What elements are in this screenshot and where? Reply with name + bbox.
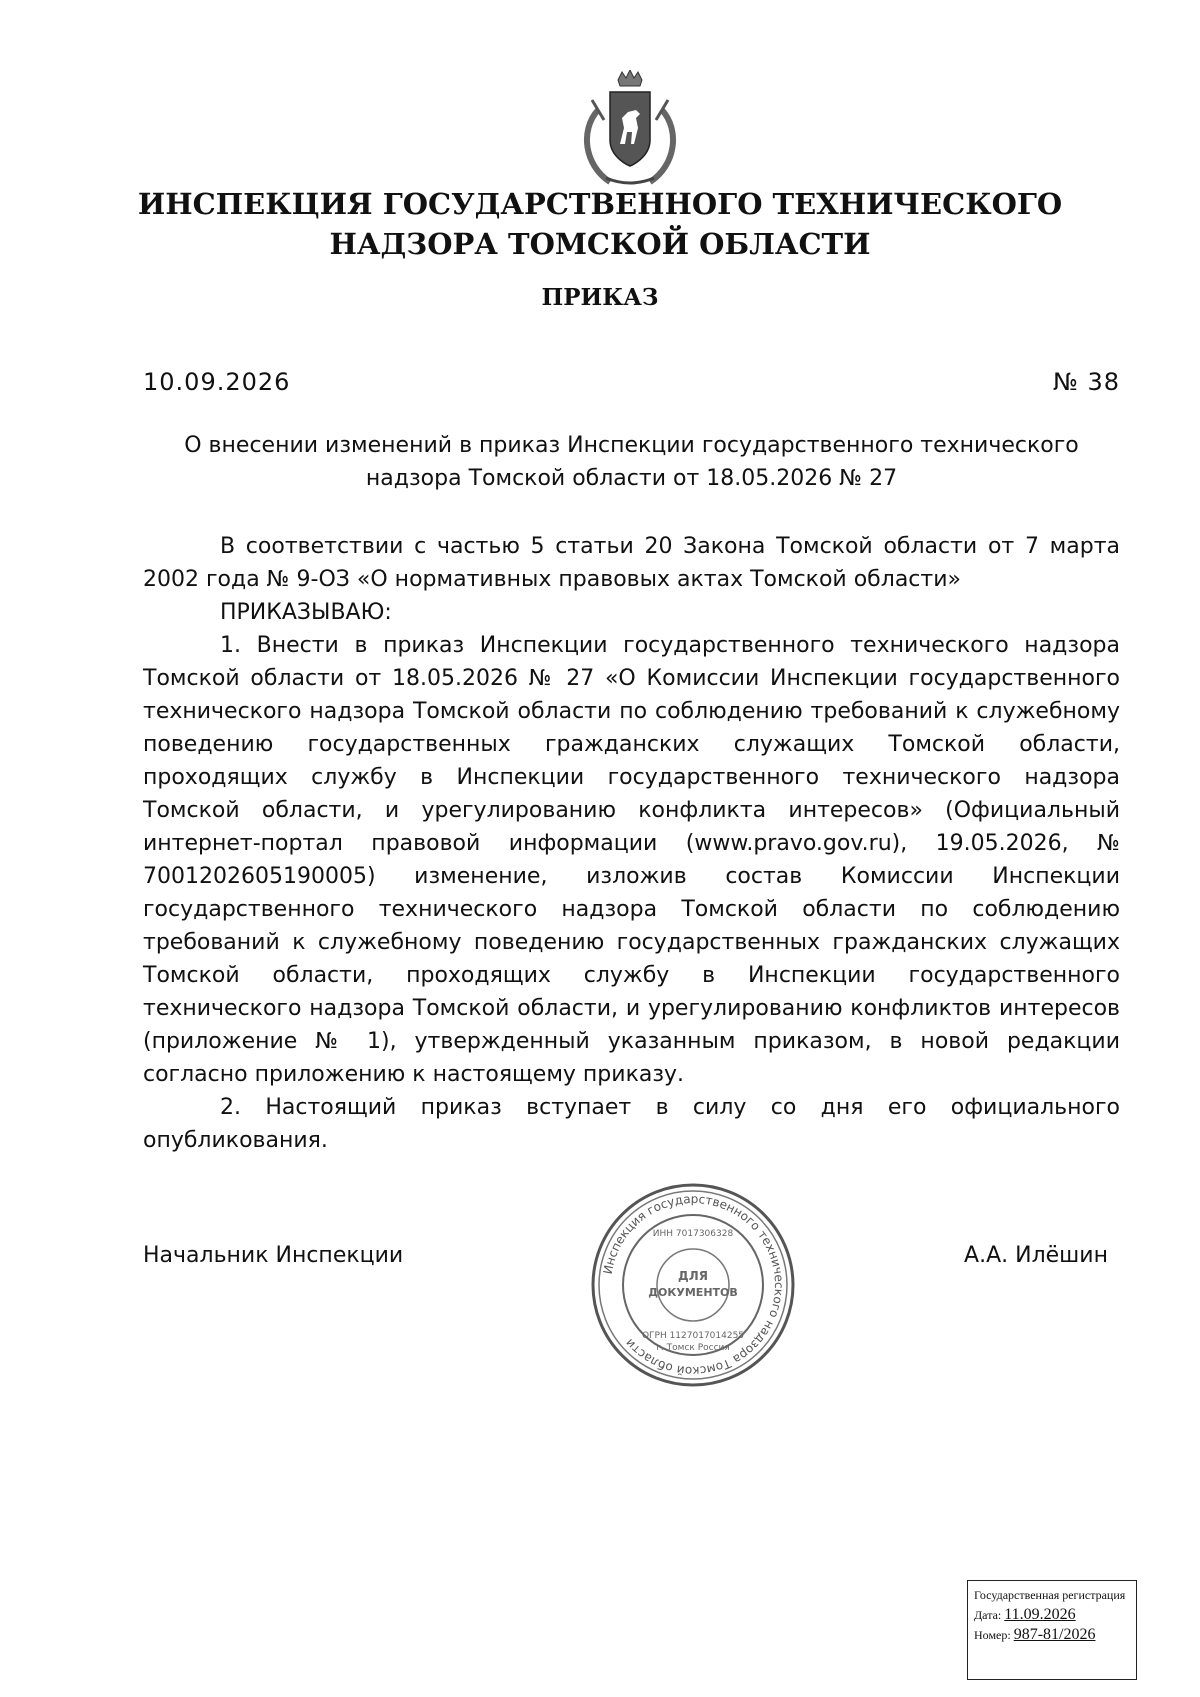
document-type: ПРИКАЗ [541,284,659,311]
stamp-ogrn: ОГРН 1127017014255 [641,1331,745,1341]
registration-number-label: Номер: [974,1628,1011,1642]
order-word: ПРИКАЗЫВАЮ: [220,600,392,625]
order-subject [143,429,1120,495]
order-date: 10.09.2026 [143,368,291,396]
order-item-2: 2. Настоящий приказ вступает в силу со дня его официального опубликования. [143,1095,1120,1153]
org-title-line2: НАДЗОРА ТОМСКОЙ ОБЛАСТИ [329,227,871,261]
subject-line2: надзора Томской области от 18.05.2026 № 27 [365,466,898,491]
preamble-paragraph: В соответствии с частью 5 статьи 20 Закона Томской области от 7 марта 2002 года № 9-ОЗ «О нормативных правовых актах Томской области» [143,534,1120,592]
registration-date-value: 11.09.2026 [1004,1606,1076,1623]
organization-title [100,184,1100,264]
registration-date-label: Дата: [974,1608,1002,1622]
stamp-city: г. Томск Россия [656,1343,730,1353]
registration-box [967,1580,1137,1680]
order-number: № 38 [1052,368,1120,396]
stamp-inn: ИНН 7017306328 [652,1229,734,1239]
org-title-line1: ИНСПЕКЦИЯ ГОСУДАРСТВЕННОГО ТЕХНИЧЕСКОГО [137,187,1063,221]
official-seal-stamp [588,1180,798,1390]
registration-number-value: 987-81/2026 [1013,1626,1096,1643]
stamp-center-line1: ДЛЯ [678,1269,708,1283]
stamp-center-line2: ДОКУМЕНТОВ [648,1286,738,1299]
registration-heading: Государственная регистрация [974,1588,1126,1602]
order-body [143,530,1120,1157]
subject-line1: О внесении изменений в приказ Инспекции государственного технического [184,433,1079,458]
order-item-1: 1. Внести в приказ Инспекции государственного технического надзора Томской области от 18.05.2026 № 27 «О Комиссии Инспекции государственного технического надзора Томской области по соблюдению требований к служебному поведению государственных гражданских служащих Томской области, проходящих службу в Инспекции государственного технического надзора Томской области, и урегулированию конфликта интересов» (Официальный интернет-портал правовой информации (www.pravo.gov.ru), 19.05.2026, № 7001202605190005) изменение, изложив состав Комиссии Инспекции государственного технического надзора Томской области по соблюдению требований к служебному поведению государственных гражданских служащих Томской области, проходящих службу в Инспекции государственного технического надзора Томской области, и урегулированию конфликтов интересов (приложение № 1), утвержденный указанным приказом, в новой редакции согласно приложению к настоящему приказу. [143,633,1120,1087]
coat-of-arms-icon [570,70,690,190]
signatory-name: А.А. Илёшин [964,1243,1108,1268]
signatory-title: Начальник Инспекции [143,1243,404,1268]
stamp-outer-text: Инспекция государственного технического надзора Томской области [600,1191,787,1379]
